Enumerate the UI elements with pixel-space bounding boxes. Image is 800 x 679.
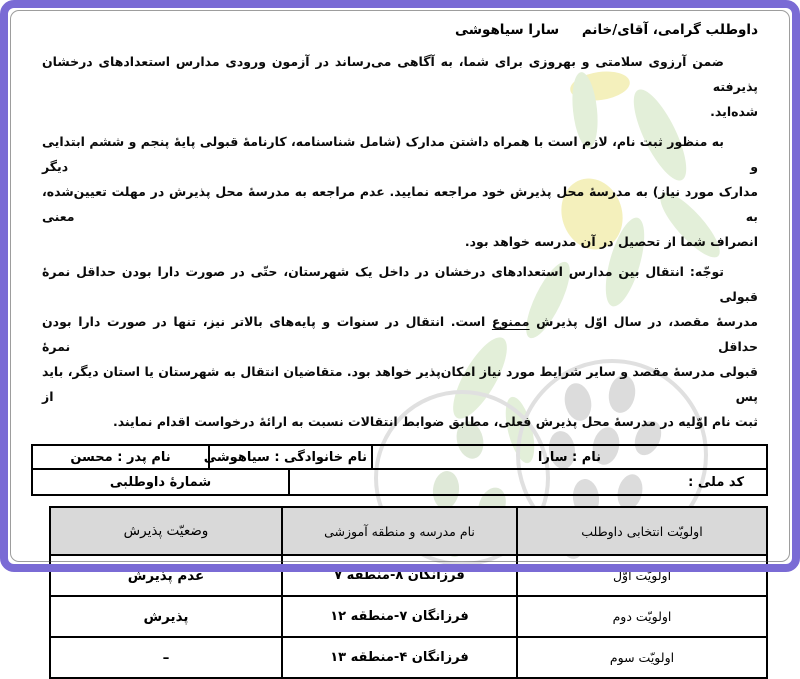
status-cell: عدم پذیرش xyxy=(50,555,282,596)
paragraph-line: مدارک مورد نیاز) به مدرسهٔ محل پذیرش خود مراجعه نمایید. عدم مراجعه به مدرسهٔ محل پذیرش در مهلت تعیین‌شده، به معنی xyxy=(42,184,758,224)
candidate-info-table-row2 xyxy=(31,468,768,496)
paragraph-line: شده‌اید. xyxy=(710,104,758,119)
admission-results-table xyxy=(49,506,768,679)
paragraph-registration xyxy=(42,129,758,254)
national-code-cell: کد ملی : xyxy=(289,469,767,495)
paragraph-line xyxy=(42,309,758,359)
family-name-cell: نام خانوادگی : سیاهوشی xyxy=(209,445,372,469)
school-cell: فرزانگان ۸-منطقه ۷ xyxy=(282,555,517,596)
results-header-row xyxy=(50,507,767,555)
greeting-line xyxy=(42,18,758,43)
candidate-number-cell: شمارهٔ داوطلبی xyxy=(32,469,289,495)
line-segment: مدرسهٔ مقصد، در سال اوّل پذیرش xyxy=(529,314,758,329)
school-cell: فرزانگان ۷-منطقه ۱۲ xyxy=(282,596,517,637)
paragraph-line: توجّه: انتقال بین مدارس استعدادهای درخشان در داخل یک شهرستان، حتّی در صورت دارا بودن حداقل نمرهٔ قبولی xyxy=(42,264,758,304)
table-row xyxy=(50,637,767,678)
school-column-header: نام مدرسه و منطقه آموزشی xyxy=(282,507,517,555)
letter-content xyxy=(8,8,792,666)
candidate-info-table-row1 xyxy=(31,444,768,470)
name-cell: نام : سارا xyxy=(372,445,767,469)
father-name-cell: نام پدر : محسن xyxy=(32,445,209,469)
paragraph-line: ضمن آرزوی سلامتی و بهروزی برای شما، به آگاهی می‌رساند در آزمون ورودی مدارس استعدادهای درخشان پذیرفته xyxy=(42,54,758,94)
paragraph-transfer-notice xyxy=(42,259,758,434)
status-cell: پذیرش xyxy=(50,596,282,637)
paragraph-line: قبولی مدرسهٔ مقصد و سایر شرایط مورد نیاز امکان‌پذیر خواهد بود. متقاضیان انتقال به شهرستان یا استان دیگر، باید پس از xyxy=(42,364,758,404)
table-row xyxy=(32,445,767,469)
school-cell: فرزانگان ۴-منطقه ۱۳ xyxy=(282,637,517,678)
status-column-header: وضعیّت پذیرش xyxy=(50,507,282,555)
underlined-word: ممنوع xyxy=(491,314,530,329)
paragraph-acceptance xyxy=(42,49,758,124)
priority-cell: اولویّت دوم xyxy=(517,596,767,637)
table-row xyxy=(50,555,767,596)
greeting-label: داوطلب گرامی، آقای/خانم xyxy=(581,22,758,38)
priority-cell: اولویّت سوم xyxy=(517,637,767,678)
paragraph-line: به منظور ثبت نام، لازم است با همراه داشتن مدارک (شامل شناسنامه، کارنامهٔ قبولی پایهٔ پنجم و ششم ابتدایی و دیگر xyxy=(42,134,758,174)
priority-cell: اولویّت اوّل xyxy=(517,555,767,596)
paragraph-line: ثبت نام اوّلیه در مدرسهٔ محل پذیرش فعلی، مطابق ضوابط انتقالات نسبت به ارائهٔ درخواست اقدام نمایند. xyxy=(112,414,758,429)
paragraph-line: انصراف شما از تحصیل در آن مدرسه خواهد بود. xyxy=(464,234,758,249)
priority-column-header: اولویّت انتخابی داوطلب xyxy=(517,507,767,555)
status-cell: – xyxy=(50,637,282,678)
line-segment: است. انتقال در سنوات و پایه‌های بالاتر نیز، تنها در صورت دارا بودن حداقل نمرهٔ xyxy=(42,314,758,354)
table-row xyxy=(32,469,767,495)
table-row xyxy=(50,596,767,637)
candidate-name: سارا سیاهوشی xyxy=(455,22,560,38)
